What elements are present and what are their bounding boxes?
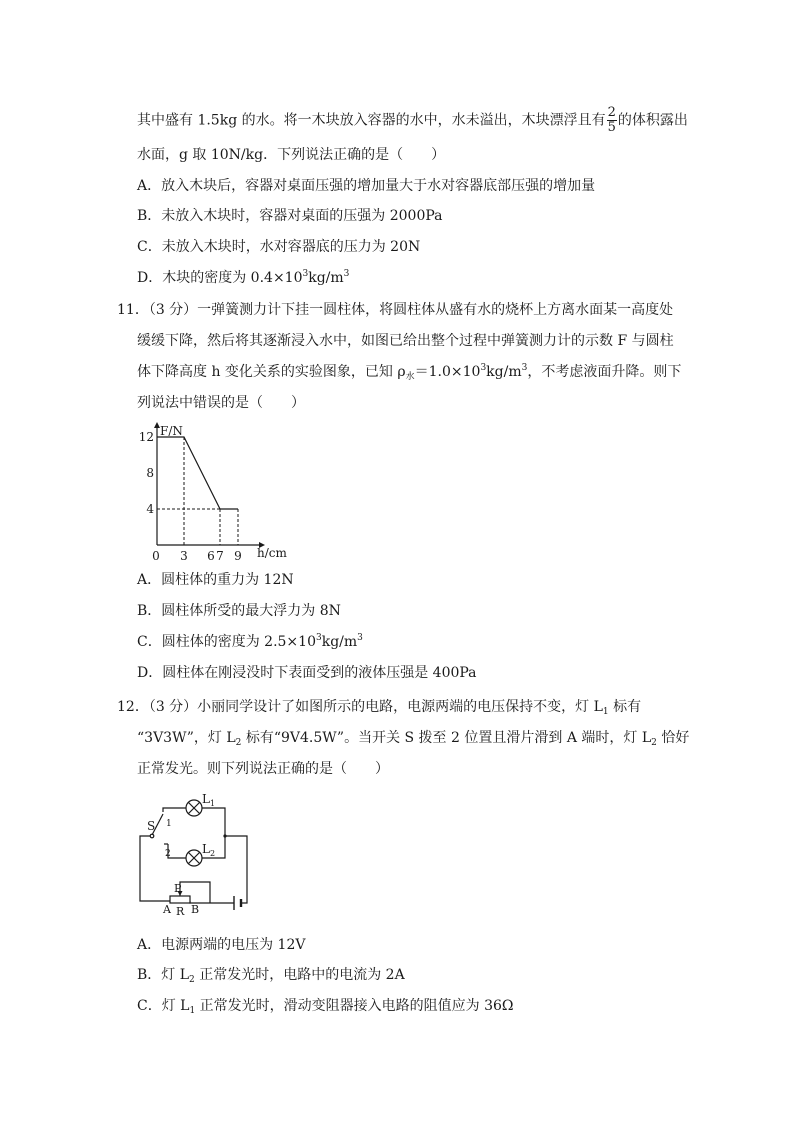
circuit-diagram [130, 786, 260, 916]
q11-option-b: B．圆柱体所受的最大浮力为 8N [137, 603, 341, 619]
label-a: A [163, 903, 171, 916]
label-pos-1: 1 [166, 819, 172, 829]
q10-stem-line1: 其中盛有 1.5kg 的水。将一木块放入容器的水中，水未溢出，木块漂浮且有 $\frac{2}{5}$ 的体积露出 [137, 105, 688, 135]
q10-option-b: B．未放入木块时，容器对桌面的压强为 2000Pa [137, 208, 443, 224]
wire-right-outer [225, 836, 247, 903]
x-tick-label: 6 [207, 549, 215, 563]
q11-stem-line1: 11．（3 分）一弹簧测力计下挂一圆柱体，将圆柱体从盛有水的烧杯上方离水面某一高度处 [117, 302, 674, 318]
series-line [157, 437, 238, 509]
x-axis-label: h/cm [257, 546, 287, 560]
x-tick-label: 9 [234, 549, 242, 563]
q12-option-a: A．电源两端的电压为 12V [137, 937, 306, 953]
label-p: P [174, 882, 182, 895]
y-axis-label: F/N [160, 424, 183, 438]
label-l1: $L_1$ [202, 792, 216, 808]
force-height-chart [135, 418, 295, 563]
y-tick-label: 4 [146, 502, 154, 516]
x-tick-label: 3 [180, 549, 188, 563]
q10-option-a: A．放入木块后，容器对桌面压强的增加量大于水对容器底部压强的增加量 [137, 178, 596, 194]
chart-axes [139, 422, 288, 563]
q10-option-c: C．未放入木块时，水对容器底的压力为 20N [137, 239, 421, 255]
q10-option-d: D．木块的密度为 $0.4\times 10^3kg/m^3$ [137, 269, 350, 286]
rheostat-body [170, 896, 190, 903]
q11-stem-line3: 体下降高度 h 变化关系的实验图象，已知 $\rho_水=1.0\times 10^3kg/m^3$，不考虑液面升降。则下 [137, 363, 682, 382]
label-l2: $L_2$ [202, 842, 216, 858]
lamp-l1-icon [186, 800, 202, 816]
label-pos-2: 2 [165, 849, 171, 859]
x-tick-label: 0 [152, 549, 160, 563]
q11-stem-line2: 缓缓下降，然后将其逐渐浸入水中，如图已给出整个过程中弹簧测力计的示数 F 与圆柱 [137, 333, 674, 349]
junction-dot [223, 834, 226, 837]
wire-left-outer [140, 836, 170, 901]
label-b: B [191, 903, 200, 916]
q12-option-c: C．灯 $L_1$ 正常发光时，滑动变阻器接入电路的阻值应为 36Ω [137, 998, 514, 1016]
q11-option-c: C．圆柱体的密度为 $2.5\times 10^3kg/m^3$ [137, 633, 363, 650]
label-s: S [147, 819, 156, 833]
q12-stem-line3: 正常发光。则下列说法正确的是（ ） [137, 761, 389, 777]
x-tick-label: 7 [216, 549, 224, 563]
wire-l1-right [202, 808, 225, 836]
q12-option-b: B．灯 $L_2$ 正常发光时，电路中的电流为 2A [137, 967, 405, 985]
y-tick-label: 12 [138, 430, 154, 444]
y-tick-label: 8 [146, 466, 154, 480]
q12-stem-line1: 12．（3 分）小丽同学设计了如图所示的电路，电源两端的电压保持不变，灯 $L_1$ 标有 [117, 699, 642, 717]
q11-option-d: D．圆柱体在刚浸没时下表面受到的液体压强是 400Pa [137, 665, 477, 681]
q12-stem-line2: “3V3W”，灯 $L_2$ 标有“9V4.5W”。当开关 S 拨至 2 位置且滑片滑到 A 端时，灯 $L_2$ 恰好 [137, 730, 690, 748]
lamp-l2-icon [186, 850, 202, 866]
chart-marks [157, 437, 238, 545]
q11-stem-line4: 列说法中错误的是（ ） [137, 395, 305, 411]
wire-top [163, 808, 186, 812]
q10-stem-line2: 水面，g 取 10N/kg．下列说法正确的是（ ） [137, 147, 446, 163]
fraction-two-fifths: $\frac{2}{5}$ [607, 105, 616, 135]
label-r: R [176, 905, 185, 916]
q11-option-a: A．圆柱体的重力为 12N [137, 572, 294, 588]
